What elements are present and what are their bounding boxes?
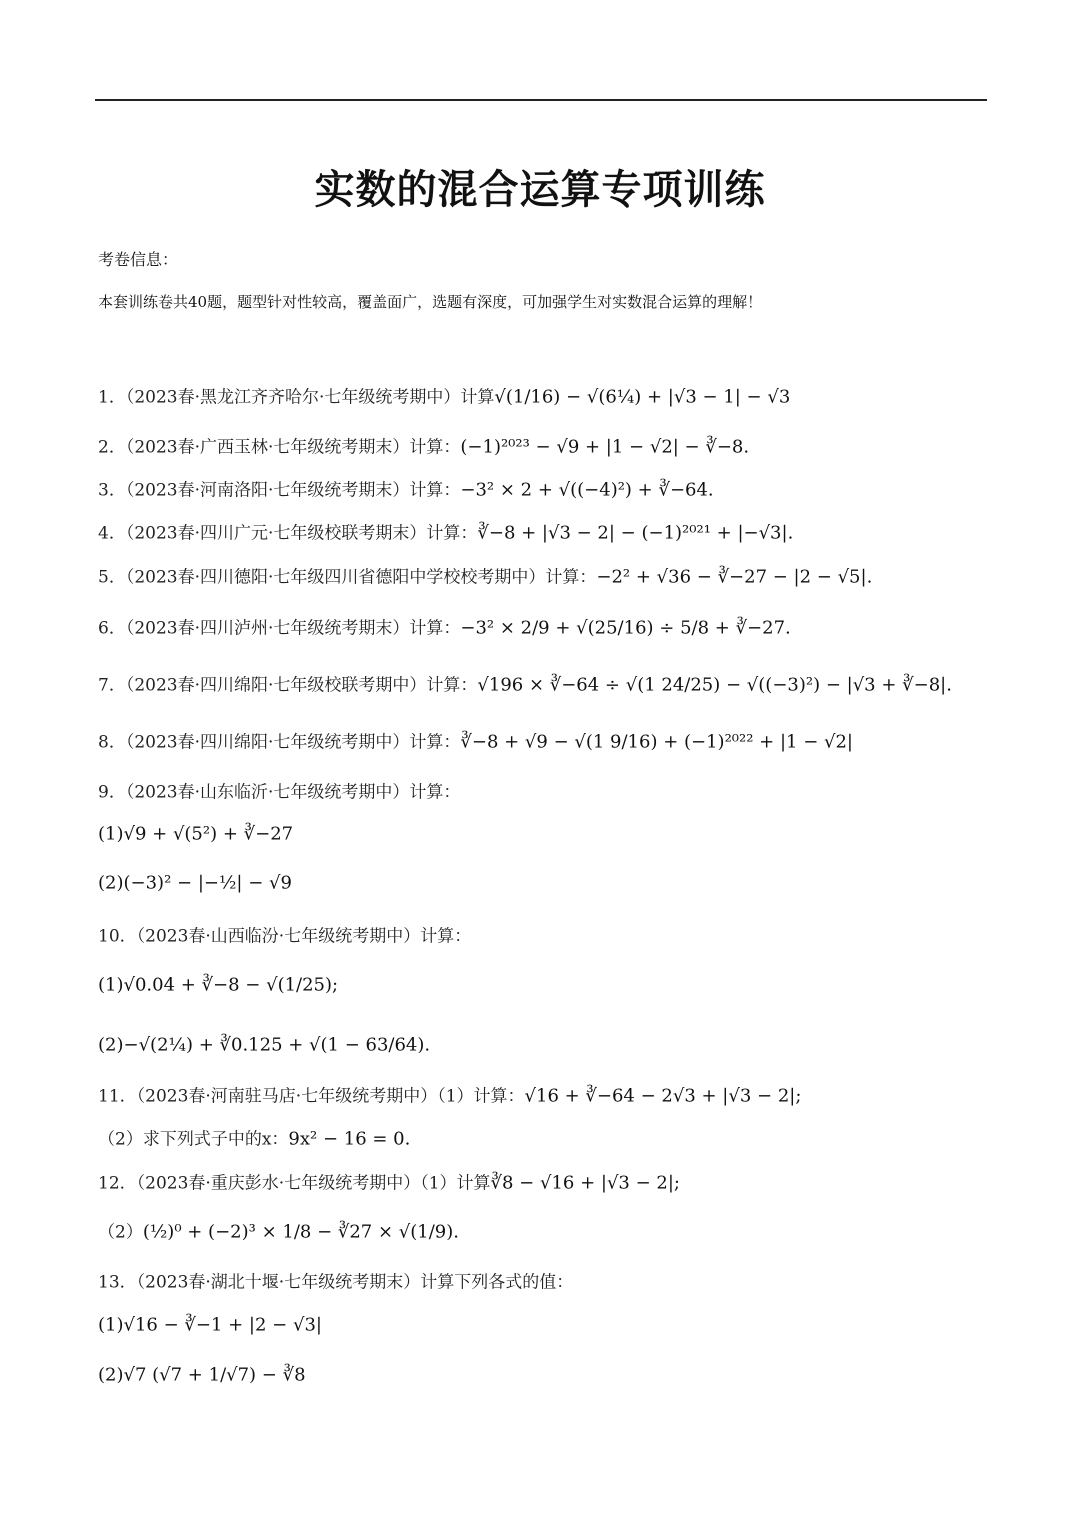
math-expression: −2² + √36 − ∛−27 − |2 − √5|. [596, 566, 873, 588]
question-label: 8．（2023春·四川绵阳·七年级统考期中）计算： [98, 732, 461, 753]
math-expression: ∛−8 + √9 − √(1 9/16) + (−1)²⁰²² + |1 − √2| [460, 731, 853, 753]
question-line [98, 1315, 322, 1336]
math-expression: (1)√16 − ∛−1 + |2 − √3| [98, 1314, 322, 1336]
math-expression: (2)√7 (√7 + 1/√7) − ∛8 [98, 1364, 306, 1386]
question-line [98, 1268, 573, 1293]
question-line [98, 614, 791, 639]
question-label: （2）求下列式子中的x： [98, 1129, 289, 1150]
question-line [98, 433, 749, 458]
question-line [98, 873, 292, 894]
question-label: 4．（2023春·四川广元·七年级校联考期末）计算： [98, 523, 478, 544]
question-label: 2．（2023春·广西玉林·七年级统考期末）计算： [98, 437, 461, 458]
math-expression: ∛8 − √16 + |√3 − 2|; [490, 1172, 680, 1194]
question-line [98, 671, 952, 696]
question-line [98, 1169, 680, 1194]
question-line [98, 824, 293, 845]
math-expression: √16 + ∛−64 − 2√3 + |√3 − 2|; [524, 1085, 802, 1107]
page-title: 实数的混合运算专项训练 [314, 167, 766, 213]
question-label: 3．（2023春·河南洛阳·七年级统考期末）计算： [98, 480, 461, 501]
math-expression: (½)⁰ + (−2)³ × 1/8 − ∛27 × √(1/9). [142, 1221, 459, 1243]
math-expression: (2)−√(2¼) + ∛0.125 + √(1 − 63/64). [98, 1034, 431, 1056]
question-line [98, 1218, 459, 1243]
math-expression: −3² × 2/9 + √(25/16) ÷ 5/8 + ∛−27. [460, 617, 791, 639]
math-expression: −3² × 2 + √((−4)²) + ∛−64. [460, 479, 714, 501]
question-label: 11．（2023春·河南驻马店·七年级统考期中）（1）计算： [98, 1086, 525, 1107]
math-expression: √196 × ∛−64 ÷ √(1 24/25) − √((−3)²) − |√3 + ∛−8|. [477, 674, 952, 696]
math-expression: 9x² − 16 = 0. [288, 1128, 411, 1150]
info-label: 考卷信息： [98, 250, 179, 269]
question-label: 10．（2023春·山西临汾·七年级统考期中）计算： [98, 926, 472, 947]
question-line [98, 922, 471, 947]
question-label: 13．（2023春·湖北十堰·七年级统考期末）计算下列各式的值： [98, 1272, 574, 1293]
question-label: 12．（2023春·重庆彭水·七年级统考期中）（1）计算 [98, 1173, 491, 1194]
question-label: 5．（2023春·四川德阳·七年级四川省德阳中学校校考期中）计算： [98, 567, 597, 588]
question-label: 7．（2023春·四川绵阳·七年级校联考期中）计算： [98, 675, 478, 696]
question-line [98, 383, 790, 408]
math-expression: √(1/16) − √(6¼) + |√3 − 1| − √3 [494, 386, 791, 408]
math-expression: ∛−8 + |√3 − 2| − (−1)²⁰²¹ + |−√3|. [477, 522, 794, 544]
question-label: 9．（2023春·山东临沂·七年级统考期中）计算： [98, 782, 461, 803]
question-line [98, 728, 853, 753]
question-line [98, 1125, 410, 1150]
question-line [98, 519, 793, 544]
math-expression: (1)√9 + √(5²) + ∛−27 [98, 823, 294, 845]
question-line [98, 476, 714, 501]
question-label: 1．（2023春·黑龙江齐齐哈尔·七年级统考期中）计算 [98, 387, 495, 408]
question-line [98, 563, 872, 588]
math-expression: (1)√0.04 + ∛−8 − √(1/25); [98, 974, 339, 996]
question-label: 6．（2023春·四川泸州·七年级统考期末）计算： [98, 618, 461, 639]
header-rule [95, 99, 987, 101]
math-expression: (−1)²⁰²³ − √9 + |1 − √2| − ∛−8. [460, 436, 750, 458]
question-line [98, 975, 338, 996]
question-label: （2） [98, 1222, 143, 1243]
question-line [98, 1035, 430, 1056]
question-line [98, 1365, 306, 1386]
math-expression: (2)(−3)² − |−½| − √9 [98, 872, 292, 894]
question-line [98, 778, 460, 803]
info-text: 本套训练卷共40题，题型针对性较高，覆盖面广，选题有深度，可加强学生对实数混合运算的理解！ [98, 293, 763, 311]
question-line [98, 1082, 801, 1107]
